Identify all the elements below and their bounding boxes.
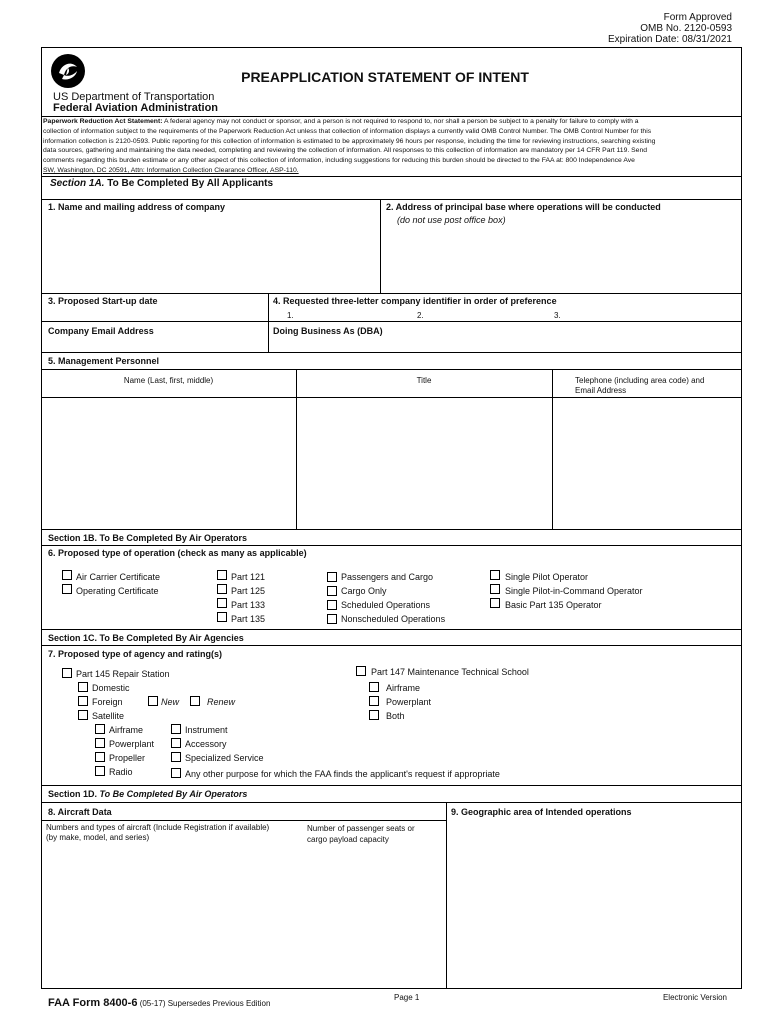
section-label: Section 1D. <box>48 789 98 799</box>
field-7-label: 7. Proposed type of agency and rating(s) <box>48 649 223 659</box>
divider <box>268 293 269 352</box>
divider <box>552 369 553 529</box>
rating-accessory-checkbox[interactable] <box>171 738 181 748</box>
divider <box>41 352 742 353</box>
air-carrier-checkbox[interactable] <box>62 570 72 580</box>
rating-accessory-label: Accessory <box>185 739 227 749</box>
part-133-checkbox[interactable] <box>217 598 227 608</box>
single-pilot-checkbox[interactable] <box>490 570 500 580</box>
single-pic-checkbox[interactable] <box>490 584 500 594</box>
p147-powerplant-checkbox[interactable] <box>369 696 379 706</box>
rating-specialized-label: Specialized Service <box>185 753 264 763</box>
new-label: New <box>161 697 180 707</box>
divider <box>41 545 742 546</box>
rating-instrument-checkbox[interactable] <box>171 724 181 734</box>
part-145-label: Part 145 Repair Station <box>76 669 170 679</box>
part-125-label: Part 125 <box>231 586 266 596</box>
aircraft-col2-header: Number of passenger seats or <box>307 824 415 833</box>
rating-propeller-checkbox[interactable] <box>95 752 105 762</box>
foreign-checkbox[interactable] <box>78 696 88 706</box>
rating-powerplant-checkbox[interactable] <box>95 738 105 748</box>
administration-name: Federal Aviation Administration <box>53 102 219 114</box>
part-135-checkbox[interactable] <box>217 612 227 622</box>
divider <box>41 293 742 294</box>
form-number: FAA Form 8400-6 <box>48 997 138 1009</box>
part-147-label: Part 147 Maintenance Technical School <box>371 667 529 677</box>
part-145-checkbox[interactable] <box>62 668 72 678</box>
part-125-checkbox[interactable] <box>217 584 227 594</box>
aircraft-col2-header-2: cargo payload capacity <box>307 835 389 844</box>
divider <box>380 199 381 293</box>
rating-airframe-checkbox[interactable] <box>95 724 105 734</box>
form-edition-note: (05-17) Supersedes Previous Edition <box>137 999 271 1008</box>
any-other-label: Any other purpose for which the FAA finds the applicant's request if appropriate <box>185 769 500 779</box>
domestic-checkbox[interactable] <box>78 682 88 692</box>
passengers-cargo-checkbox[interactable] <box>327 572 337 582</box>
paperwork-statement <box>43 117 740 176</box>
passenger-seats-field[interactable] <box>303 848 444 986</box>
field-9-label: 9. Geographic area of Intended operations <box>451 807 632 817</box>
section-label: Section 1A. <box>50 178 105 189</box>
paperwork-line: collection of information subject to the requirements of the Paperwork Reduction Act unless that collection of information displays a currently valid OMB Control Number. The OMB Control Number for this <box>43 127 652 135</box>
section-1b-heading: Section 1B. To Be Completed By Air Operators <box>48 533 248 543</box>
field-2-note: (do not use post office box) <box>397 215 506 225</box>
electronic-version: Electronic Version <box>662 993 727 1002</box>
divider <box>41 785 742 786</box>
page-title: PREAPPLICATION STATEMENT OF INTENT <box>241 69 529 85</box>
p147-powerplant-label: Powerplant <box>386 697 432 707</box>
dba-label: Doing Business As (DBA) <box>273 326 383 336</box>
divider <box>41 397 742 398</box>
domestic-label: Domestic <box>92 683 130 693</box>
renew-checkbox[interactable] <box>190 696 200 706</box>
part-135-label: Part 135 <box>231 614 266 624</box>
single-pic-label: Single Pilot-in-Command Operator <box>505 586 643 596</box>
identifier-option-1[interactable]: 1. <box>287 311 294 320</box>
form-approved: Form Approved <box>663 12 732 23</box>
paperwork-line: A federal agency may not conduct or sponsor, and a person is not required to respond to, nor shall a person be subject to a penalty for failure to comply with a <box>162 118 639 125</box>
aircraft-col1-header: Numbers and types of aircraft (Include Registration if available) <box>46 823 270 832</box>
startup-date-field[interactable] <box>43 308 266 321</box>
section-label-rest: To Be Completed By Air Operators <box>97 789 248 799</box>
scheduled-ops-label: Scheduled Operations <box>341 600 431 610</box>
identifier-option-2[interactable]: 2. <box>417 311 424 320</box>
col-title-header: Title <box>416 376 432 385</box>
divider <box>41 529 742 530</box>
rating-radio-label: Radio <box>109 767 133 777</box>
rating-radio-checkbox[interactable] <box>95 766 105 776</box>
rating-propeller-label: Propeller <box>109 753 146 763</box>
field-6-label: 6. Proposed type of operation (check as many as applicable) <box>48 548 307 558</box>
divider <box>41 176 742 177</box>
section-1d-heading <box>48 789 247 799</box>
field-4-label: 4. Requested three-letter company identifier in order of preference <box>273 296 557 306</box>
rating-specialized-checkbox[interactable] <box>171 752 181 762</box>
col-phone-header: Telephone (including area code) and <box>575 376 705 385</box>
paperwork-line: comments regarding this burden estimate or any other aspect of this collection of information, including suggestions for reducing this burden should be directed to the FAA at: 800 Independence Ave <box>43 157 635 165</box>
part-133-label: Part 133 <box>231 600 266 610</box>
cargo-only-checkbox[interactable] <box>327 586 337 596</box>
expiration-date: Expiration Date: 08/31/2021 <box>608 34 732 45</box>
omb-number: OMB No. 2120-0593 <box>640 23 732 34</box>
operating-cert-label: Operating Certificate <box>76 586 159 596</box>
nonscheduled-ops-checkbox[interactable] <box>327 614 337 624</box>
field-8-label: 8. Aircraft Data <box>48 807 112 817</box>
paperwork-line: information collection is 2120-0593. Public reporting for this collection of information is estimated to be approximately 96 hours per response, including the time for reviewing instructions, searching existing <box>43 137 656 145</box>
section-1a-heading <box>50 178 273 189</box>
rating-powerplant-label: Powerplant <box>109 739 155 749</box>
operating-cert-checkbox[interactable] <box>62 584 72 594</box>
col-phone-header-2: Email Address <box>575 386 627 395</box>
satellite-label: Satellite <box>92 711 125 721</box>
field-1-label: 1. Name and mailing address of company <box>48 202 226 212</box>
personnel-phone-field[interactable] <box>554 399 740 527</box>
foreign-label: Foreign <box>92 697 123 707</box>
section-1c-heading: Section 1C. To Be Completed By Air Agencies <box>48 633 244 643</box>
paperwork-heading: Paperwork Reduction Act Statement: <box>43 118 163 125</box>
paperwork-line: SW, Washington, DC 20591, Attn: Information Collection Clearance Officer, ASP-110. <box>43 166 299 174</box>
passengers-cargo-label: Passengers and Cargo <box>341 572 434 582</box>
form-footer-name <box>48 993 270 1011</box>
identifier-option-3[interactable]: 3. <box>554 311 561 320</box>
personnel-title-field[interactable] <box>298 399 550 527</box>
renew-label: Renew <box>207 697 236 707</box>
p147-both-checkbox[interactable] <box>369 710 379 720</box>
aircraft-types-field[interactable] <box>43 848 301 986</box>
p147-both-label: Both <box>386 711 405 721</box>
personnel-name-field[interactable] <box>43 399 294 527</box>
divider <box>41 802 742 803</box>
department-name: US Department of Transportation <box>53 91 215 103</box>
aircraft-col1-header-2: (by make, model, and series) <box>46 833 150 842</box>
divider <box>41 321 742 322</box>
company-email-field[interactable] <box>43 338 266 351</box>
principal-base-address-field[interactable] <box>382 228 740 292</box>
divider <box>446 802 447 989</box>
part-147-checkbox[interactable] <box>356 666 366 676</box>
cargo-only-label: Cargo Only <box>341 586 387 596</box>
scheduled-ops-checkbox[interactable] <box>327 600 337 610</box>
section-label-rest: To Be Completed By All Applicants <box>104 178 274 189</box>
divider <box>41 369 742 370</box>
part-121-checkbox[interactable] <box>217 570 227 580</box>
new-checkbox[interactable] <box>148 696 158 706</box>
air-carrier-label: Air Carrier Certificate <box>76 572 161 582</box>
divider <box>296 369 297 529</box>
divider <box>41 820 446 821</box>
basic-135-checkbox[interactable] <box>490 598 500 608</box>
paperwork-line: data sources, gathering and maintaining the data needed, completing and reviewing the collection of information. All responses to this collection of information are mandatory per 14 CFR Part 119. Send <box>43 147 648 155</box>
company-name-address-field[interactable] <box>43 214 378 292</box>
basic-135-label: Basic Part 135 Operator <box>505 600 602 610</box>
divider <box>41 629 742 630</box>
field-2-label: 2. Address of principal base where operations will be conducted <box>386 202 661 212</box>
field-3-label: 3. Proposed Start-up date <box>48 296 158 306</box>
rating-airframe-label: Airframe <box>109 725 144 735</box>
part-121-label: Part 121 <box>231 572 266 582</box>
single-pilot-label: Single Pilot Operator <box>505 572 589 582</box>
divider <box>41 645 742 646</box>
p147-airframe-label: Airframe <box>386 683 421 693</box>
company-email-label: Company Email Address <box>48 326 154 336</box>
divider <box>41 199 742 200</box>
geographic-area-field[interactable] <box>448 820 740 986</box>
field-5-label: 5. Management Personnel <box>48 356 160 366</box>
p147-airframe-checkbox[interactable] <box>369 682 379 692</box>
dba-field[interactable] <box>270 338 740 351</box>
nonscheduled-ops-label: Nonscheduled Operations <box>341 614 446 624</box>
rating-instrument-label: Instrument <box>185 725 228 735</box>
satellite-checkbox[interactable] <box>78 710 88 720</box>
page-number: Page 1 <box>394 993 420 1002</box>
col-name-header: Name (Last, first, middle) <box>123 376 214 385</box>
any-other-checkbox[interactable] <box>171 768 181 778</box>
